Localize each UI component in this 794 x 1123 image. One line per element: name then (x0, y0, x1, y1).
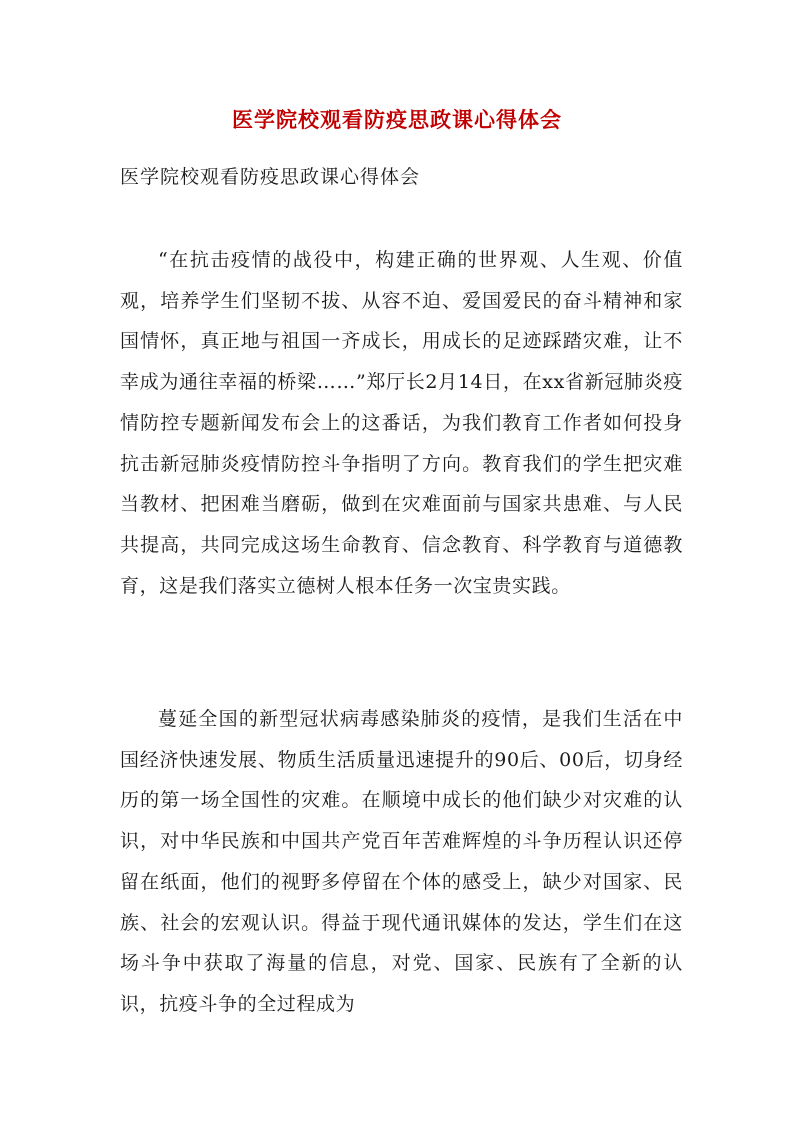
body-paragraph-1: “在抗击疫情的战役中，构建正确的世界观、人生观、价值观，培养学生们坚韧不拔、从容不迫、爱国爱民的奋斗精神和家国情怀，真正地与祖国一齐成长，用成长的足迹踩踏灾难，让不幸成为通往幸福的桥梁……”郑厅长2月14日，在xx省新冠肺炎疫情防控专题新闻发布会上的这番话，为我们教育工作者如何投身抗击新冠肺炎疫情防控斗争指明了方向。教育我们的学生把灾难当教材、把困难当磨砺，做到在灾难面前与国家共患难、与人民共提高，共同完成这场生命教育、信念教育、科学教育与道德教育，这是我们落实立德树人根本任务一次宝贵实践。 (120, 249, 683, 597)
body-paragraph-2: 蔓延全国的新型冠状病毒感染肺炎的疫情，是我们生活在中国经济快速发展、物质生活质量迅速提升的90后、00后，切身经历的第一场全国性的灾难。在顺境中成长的他们缺少对灾难的认识，对中华民族和中国共产党百年苦难辉煌的斗争历程认识还停留在纸面，他们的视野多停留在个体的感受上，缺少对国家、民族、社会的宏观认识。得益于现代通讯媒体的发达，学生们在这场斗争中获取了海量的信息，对党、国家、民族有了全新的认识，抗疫斗争的全过程成为 (120, 708, 683, 1015)
document-subtitle: 医学院校观看防疫思政课心得体会 (120, 166, 421, 188)
document-title: 医学院校观看防疫思政课心得体会 (232, 107, 562, 132)
